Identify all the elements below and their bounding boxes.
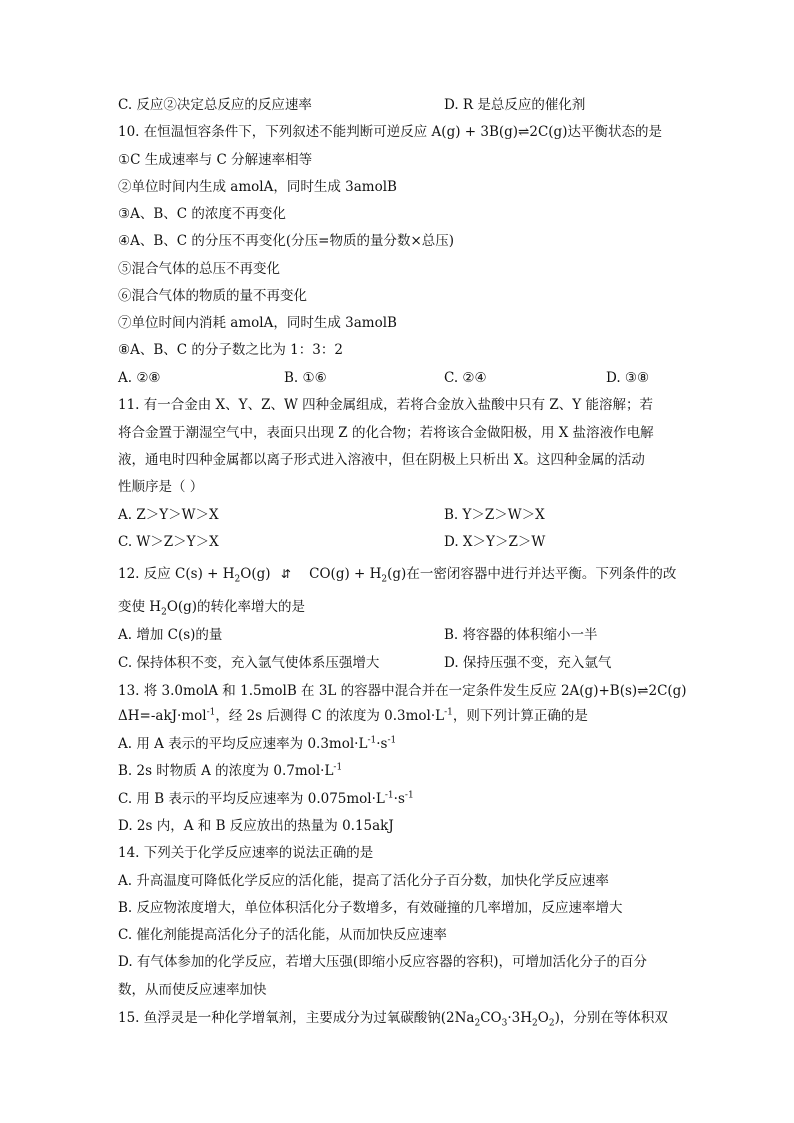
q12-option-c: C. 保持体积不变，充入氩气使体系压强增大 <box>118 655 380 671</box>
q10-item: ⑧A、B、C 的分子数之比为 1：3：2 <box>118 342 343 358</box>
reversible-arrow-icon: ⇵ <box>280 567 291 581</box>
q13-option-c: C. 用 B 表示的平均反应速率为 $0.075mol\cdot L^{-1}\cdot s^{-1}$ <box>118 790 414 807</box>
q14-option-d-line1: D. 有气体参加的化学反应，若增大压强(即缩小反应容器的容积)，可增加活化分子的百分 <box>118 954 647 970</box>
q15-stem-line1: 15. 鱼浮灵是一种化学增氧剂，主要成分为过氧碳酸钠$(2Na_2CO_3\cdot 3H_2O_2)$，分别在等体积双 <box>118 1010 668 1029</box>
q10-option-a: A. ②⑧ <box>118 370 161 386</box>
q11-stem-line3: 液，通电时四种金属都以离子形式进入溶液中，但在阴极上只析出 X。这四种金属的活动 <box>118 452 645 468</box>
q14-option-c: C. 催化剂能提高活化分子的活化能，从而加快反应速率 <box>118 927 447 943</box>
q11-option-d: D. X＞Y＞Z＞W <box>444 534 546 550</box>
q14-option-a: A. 升高温度可降低化学反应的活化能，提高了活化分子百分数，加快化学反应速率 <box>118 873 609 889</box>
q11-option-a: A. Z＞Y＞W＞X <box>118 507 219 523</box>
q12-stem: 12. 反应 $C(s) + H_2O(g)$ ⇵ $CO(g) + H_2(g)$在一密闭容器中进行并达平衡。下列条件的改 <box>118 566 677 585</box>
q10-item: ⑥混合气体的物质的量不再变化 <box>118 288 307 304</box>
q10-option-c: C. ②④ <box>444 370 487 386</box>
q11-option-b: B. Y＞Z＞W＞X <box>444 507 545 523</box>
q11-stem-line4: 性顺序是（ ） <box>118 479 204 495</box>
q13-stem-line2: ΔH=-akJ·mol$^{-1}$，经 2s 后测得 C 的浓度为 $0.3mol\cdot L^{-1}$，则下列计算正确的是 <box>118 707 588 724</box>
q10-item: ⑦单位时间内消耗 amolA，同时生成 3amolB <box>118 315 397 331</box>
q11-stem-line1: 11. 有一合金由 X、Y、Z、W 四种金属组成，若将合金放入盐酸中只有 Z、Y 能溶解；若 <box>118 397 653 413</box>
q12-option-d: D. 保持压强不变，充入氩气 <box>444 655 612 671</box>
q13-option-b: B. 2s 时物质 A 的浓度为 $0.7mol\cdot L^{-1}$ <box>118 762 343 779</box>
q12-stem-line2: 变使 $H_2O(g)$的转化率增大的是 <box>118 599 306 618</box>
q14-stem: 14. 下列关于化学反应速率的说法正确的是 <box>118 845 374 861</box>
q12-option-a: A. 增加 C(s)的量 <box>118 627 223 643</box>
q10-item: ③A、B、C 的浓度不再变化 <box>118 206 286 222</box>
q9-option-d: D. R 是总反应的催化剂 <box>444 97 586 113</box>
q10-option-d: D. ③⑧ <box>606 370 650 386</box>
q9-option-c: C. 反应②决定总反应的反应速率 <box>118 97 312 113</box>
q13-option-a: A. 用 A 表示的平均反应速率为 $0.3mol\cdot L^{-1}\cdot s^{-1}$ <box>118 735 397 752</box>
q13-option-d: D. 2s 内，A 和 B 反应放出的热量为 0.15akJ <box>118 818 394 834</box>
q10-item: ④A、B、C 的分压不再变化(分压=物质的量分数×总压) <box>118 233 455 249</box>
q10-stem: 10. 在恒温恒容条件下，下列叙述不能判断可逆反应 A(g) + 3B(g)⇌2C(g)达平衡状态的是 <box>118 124 662 140</box>
q14-option-b: B. 反应物浓度增大，单位体积活化分子数增多，有效碰撞的几率增加，反应速率增大 <box>118 900 623 916</box>
q10-item: ⑤混合气体的总压不再变化 <box>118 261 280 277</box>
q11-option-c: C. W＞Z＞Y＞X <box>118 534 219 550</box>
q11-stem-line2: 将合金置于潮湿空气中，表面只出现 Z 的化合物；若将该合金做阳极，用 X 盐溶液作电解 <box>118 425 654 441</box>
q12-option-b: B. 将容器的体积缩小一半 <box>444 627 598 643</box>
q10-item: ①C 生成速率与 C 分解速率相等 <box>118 152 313 168</box>
q14-option-d-line2: 数，从而使反应速率加快 <box>118 982 267 998</box>
q10-option-b: B. ①⑥ <box>284 370 327 386</box>
q13-stem-line1: 13. 将 3.0molA 和 1.5molB 在 3L 的容器中混合并在一定条件发生反应 2A(g)+B(s)⇌2C(g) <box>118 683 687 699</box>
q10-item: ②单位时间内生成 amolA，同时生成 3amolB <box>118 179 397 195</box>
